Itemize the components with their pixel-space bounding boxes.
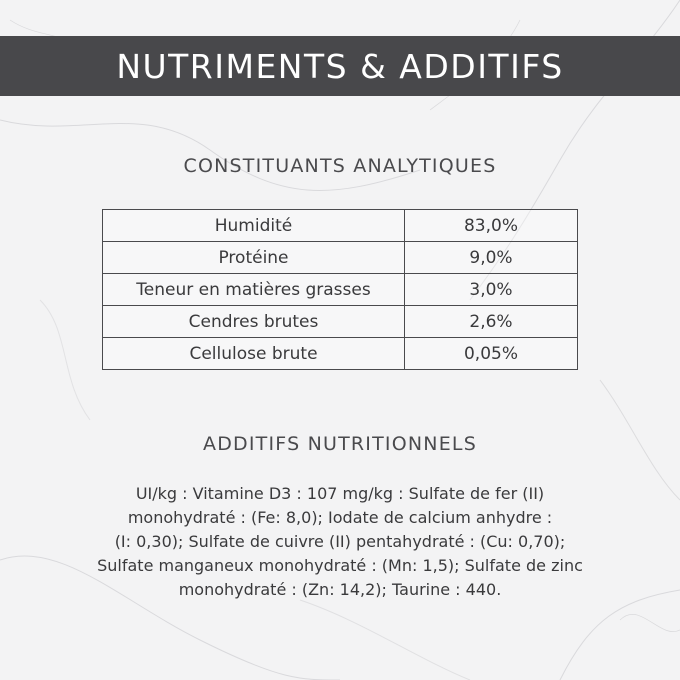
additives-section-title: ADDITIFS NUTRITIONNELS [203, 433, 477, 455]
row-label: Cellulose brute [103, 338, 405, 370]
row-value: 2,6% [405, 306, 578, 338]
table-row [103, 274, 578, 306]
analytics-section-title: CONSTITUANTS ANALYTIQUES [183, 155, 497, 177]
row-value: 83,0% [405, 210, 578, 242]
additives-text [40, 482, 640, 602]
additives-line: (I: 0,30); Sulfate de cuivre (II) pentahydraté : (Cu: 0,70); [114, 532, 566, 551]
row-value: 3,0% [405, 274, 578, 306]
additives-line: monohydraté : (Fe: 8,0); Iodate de calcium anhydre : [127, 508, 553, 527]
additives-line: monohydraté : (Zn: 14,2); Taurine : 440. [178, 580, 502, 599]
row-value: 9,0% [405, 242, 578, 274]
table-row [103, 306, 578, 338]
analytics-table [102, 209, 578, 370]
additives-line: Sulfate manganeux monohydraté : (Mn: 1,5); Sulfate de zinc [97, 556, 583, 575]
row-value: 0,05% [405, 338, 578, 370]
additives-line: UI/kg : Vitamine D3 : 107 mg/kg : Sulfate de fer (II) [135, 484, 545, 503]
row-label: Humidité [103, 210, 405, 242]
table-row [103, 242, 578, 274]
header-banner [0, 36, 680, 96]
table-row [103, 338, 578, 370]
table-row [103, 210, 578, 242]
row-label: Cendres brutes [103, 306, 405, 338]
row-label: Protéine [103, 242, 405, 274]
page-title: NUTRIMENTS & ADDITIFS [116, 46, 564, 86]
row-label: Teneur en matières grasses [103, 274, 405, 306]
